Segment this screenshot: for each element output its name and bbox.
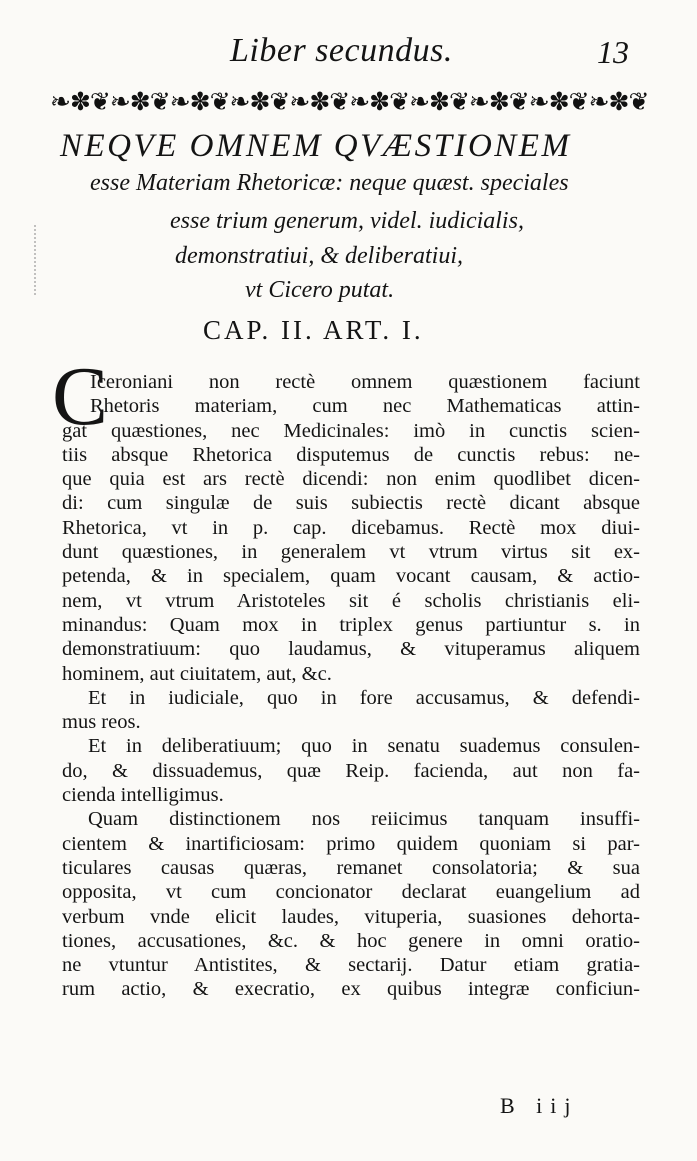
body-text [62,370,640,1002]
text-line: Quam distinctionem nos reiicimus tanquam insuffi- [88,808,640,831]
page-footer [0,1093,697,1127]
text-line: petenda, & in specialem, quam vocant causam, & actio- [62,565,640,588]
fleuron-icon: ❧✽❦ [349,89,410,116]
fleuron-icon: ❧✽❦ [468,89,529,116]
text-line: Rhetorica, vt in p. cap. dicebamus. Rectè mox diui- [62,516,640,539]
text-line: demonstratiuum: quo laudamus, & vituperamus aliquem [62,638,640,661]
drop-capital: C [52,350,109,443]
text-line: tiones, accusationes, &c. & hoc genere in omni oratio- [62,929,640,952]
margin-stain [34,225,48,295]
text-line: que quia est ars rectè dicendi: non enim quodlibet dicen- [62,468,640,491]
fleuron-icon: ❧✽❦ [50,89,110,116]
chapter-caption-title: NEQVE OMNEM QVÆSTIONEM [60,128,572,164]
signature-mark: B iij [500,1093,579,1118]
chapter-caption-line: demonstratiui, & deliberatiui, [175,243,463,269]
fleuron-icon: ❧✽❦ [169,89,230,116]
text-line: nem, vt vtrum Aristoteles sit é scholis christianis eli- [62,589,640,612]
fleuron-icon: ❧✽❦ [588,89,649,116]
fleuron-icon: ❧✽❦ [289,89,350,116]
text-line: ticulares causas quæras, remanet consolatoria; & sua [62,856,640,879]
text-line: opposita, vt cum concionator declarat euangelium ad [62,881,640,904]
running-head [0,30,697,74]
chapter-caption-line: esse trium generum, videl. iudicialis, [170,208,524,234]
fleuron-icon: ❧✽❦ [528,89,589,116]
fleuron-icon: ❧✽❦ [409,89,469,116]
text-line: Rhetoris materiam, cum nec Mathematicas attin- [90,395,640,418]
text-line: ne vtuntur Antistites, & sectarij. Datur etiam gratia- [62,954,640,977]
fleuron-icon: ❧✽❦ [109,89,170,116]
page-number: 13 [597,34,629,70]
fleuron-band-icon [50,88,649,118]
text-line: rum actio, & execratio, ex quibus integræ conficiun- [62,978,640,1001]
text-line: minandus: Quam mox in triplex genus partiuntur s. in [62,613,640,636]
text-line: do, & dissuademus, quæ Reip. facienda, aut non fa- [62,759,640,782]
chapter-heading: CAP. II. ART. I. [203,315,424,345]
text-line: cienda intelligimus. [62,784,224,807]
text-line: hominem, aut ciuitatem, aut, &c. [62,662,332,685]
chapter-caption-line: vt Cicero putat. [245,277,395,303]
chapter-caption-line: esse Materiam Rhetoricæ: neque quæst. speciales [90,170,569,196]
text-line: dunt quæstiones, in generalem vt vtrum virtus sit ex- [62,541,640,564]
text-line: di: cum singulæ de suis subiectis rectè dicant absque [62,492,640,515]
running-head-title: Liber secundus. [230,32,453,69]
text-line: Et in iudiciale, quo in fore accusamus, & defendi- [88,686,640,709]
text-line: mus reos. [62,711,141,734]
text-line: Iceroniani non rectè omnem quæstionem faciunt [90,371,640,393]
text-line: cientem & inartificiosam: primo quidem quoniam si par- [62,832,640,855]
text-line: tiis absque Rhetorica disputemus de cunctis rebus: ne- [62,443,640,466]
text-line: verbum vnde elicit laudes, vituperia, suasiones dehorta- [62,905,640,928]
text-line: Et in deliberatiuum; quo in senatu suademus consulen- [88,735,640,758]
text-line: gat quæstiones, nec Medicinales: imò in cunctis scien- [62,419,640,442]
fleuron-icon: ❧✽❦ [229,89,290,116]
